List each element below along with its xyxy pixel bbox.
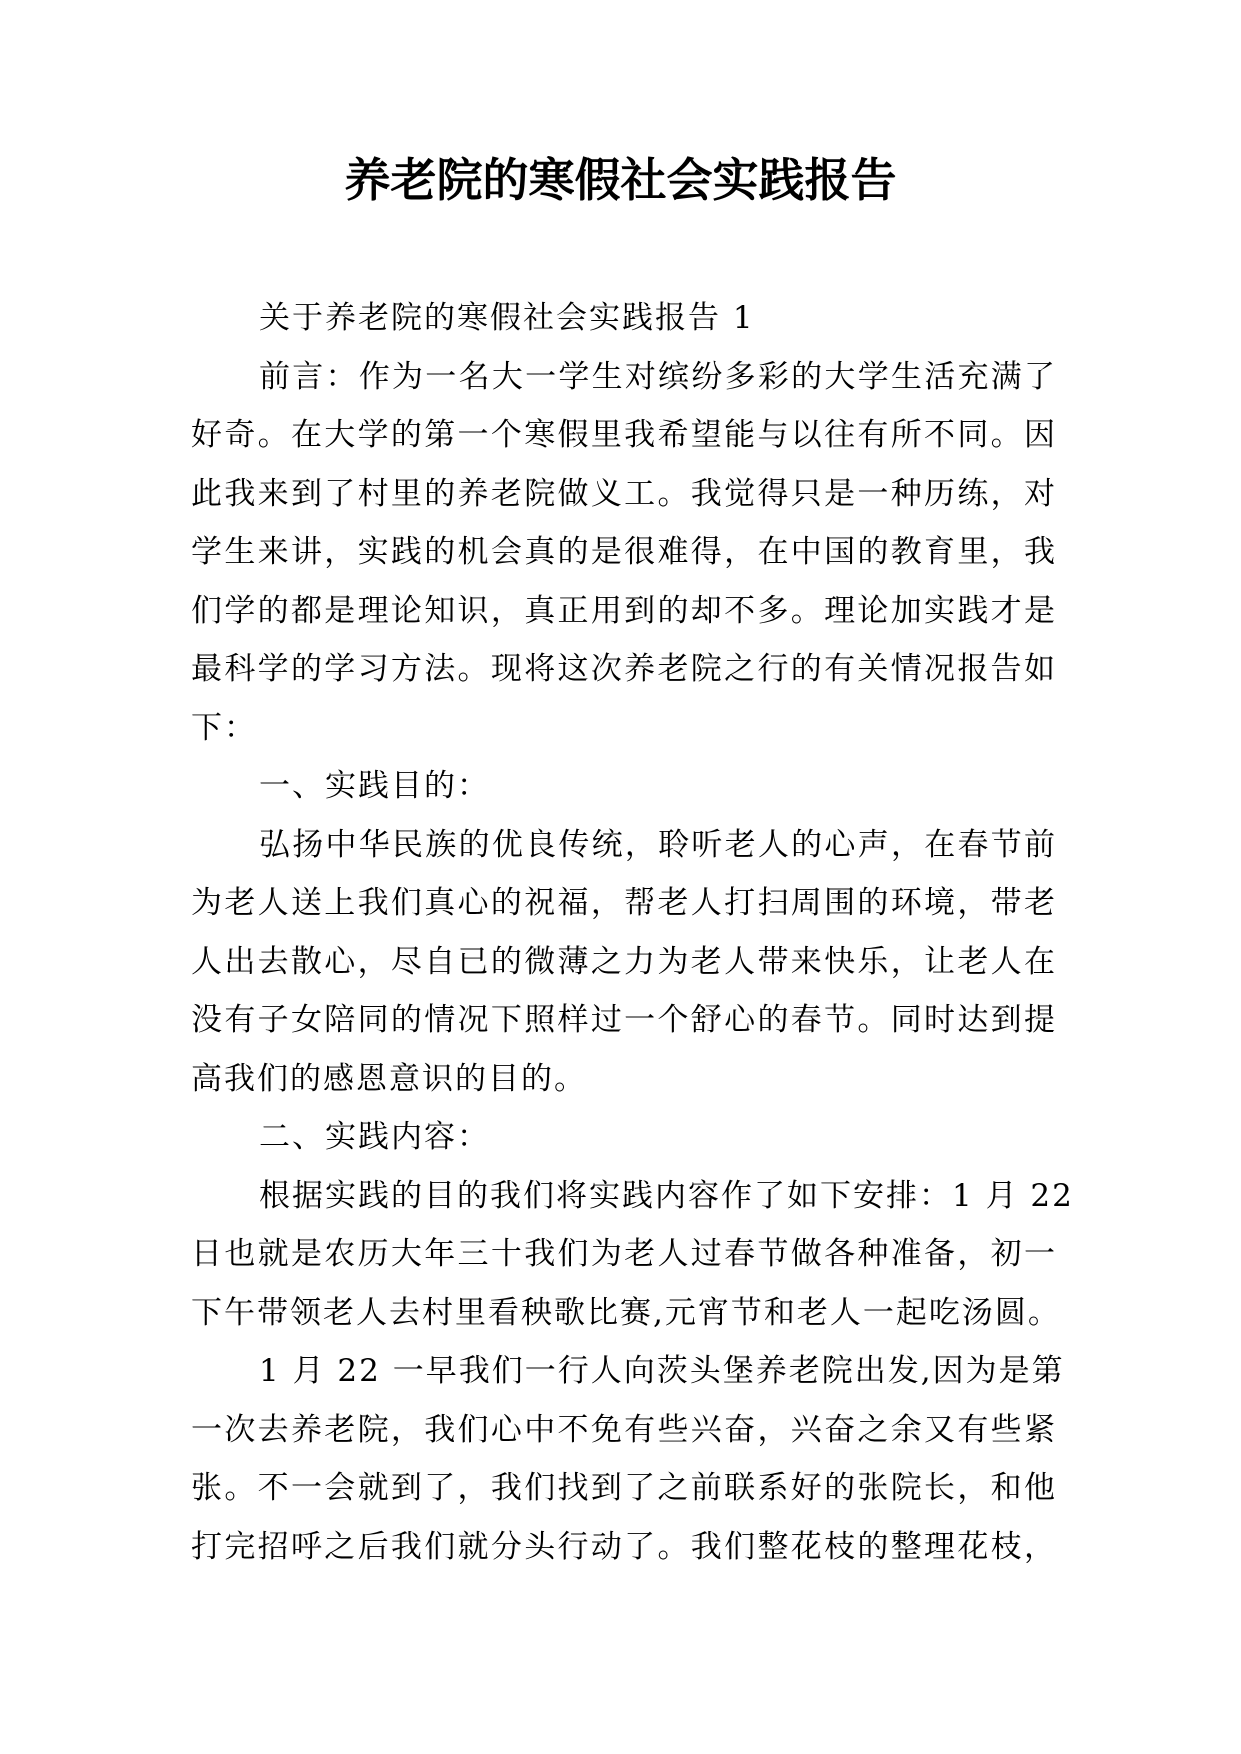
paragraph bbox=[191, 1167, 1074, 1343]
text-line: 弘扬中华民族的优良传统，聆听老人的心声，在春节前 bbox=[259, 826, 1057, 863]
text-line: 此我来到了村里的养老院做义工。我觉得只是一种历练，对 bbox=[191, 475, 1057, 512]
text-line: 一、实践目的： bbox=[259, 768, 490, 804]
text-line: 人出去散心，尽自已的微薄之力为老人带来快乐，让老人在 bbox=[191, 943, 1057, 980]
text-line: 根据实践的目的我们将实践内容作了如下安排：1 月 22 bbox=[259, 1177, 1074, 1214]
text-line: 高我们的感恩意识的目的。 bbox=[191, 1060, 587, 1097]
text-line: 最科学的学习方法。现将这次养老院之行的有关情况报告如 bbox=[191, 651, 1057, 687]
text-line: 学生来讲，实践的机会真的是很难得，在中国的教育里，我 bbox=[191, 534, 1057, 570]
text-line: 为老人送上我们真心的祝福，帮老人打扫周围的环境，带老 bbox=[191, 885, 1057, 921]
document-title: 养老院的寒假社会实践报告 bbox=[344, 153, 897, 207]
paragraph bbox=[191, 1108, 1057, 1167]
text-line: 好奇。在大学的第一个寒假里我希望能与以往有所不同。因 bbox=[191, 417, 1057, 453]
text-line: 前言：作为一名大一学生对缤纷多彩的大学生活充满了 bbox=[259, 358, 1057, 395]
text-line: 下： bbox=[191, 709, 257, 746]
text-line: 下午带领老人去村里看秧歌比赛,元宵节和老人一起吃汤圆。 bbox=[191, 1294, 1061, 1331]
paragraph bbox=[191, 289, 1057, 348]
text-line: 打完招呼之后我们就分头行动了。我们整花枝的整理花枝， bbox=[191, 1528, 1057, 1565]
text-line: 一次去养老院，我们心中不免有些兴奋，兴奋之余又有些紧 bbox=[191, 1411, 1057, 1448]
text-line: 日也就是农历大年三十我们为老人过春节做各种准备，初一 bbox=[191, 1236, 1057, 1272]
text-line: 没有子女陪同的情况下照样过一个舒心的春节。同时达到提 bbox=[191, 1002, 1057, 1038]
paragraph bbox=[191, 757, 1057, 816]
text-line: 1 月 22 一早我们一行人向茨头堡养老院出发,因为是第 bbox=[259, 1353, 1065, 1389]
paragraph bbox=[191, 1342, 1065, 1576]
text-line: 二、实践内容： bbox=[259, 1119, 490, 1155]
paragraph bbox=[191, 816, 1057, 1109]
document-body bbox=[191, 289, 1074, 1576]
paragraph bbox=[191, 348, 1057, 758]
text-line: 们学的都是理论知识，真正用到的却不多。理论加实践才是 bbox=[191, 592, 1057, 629]
text-line: 关于养老院的寒假社会实践报告 1 bbox=[259, 300, 755, 336]
text-line: 张。不一会就到了，我们找到了之前联系好的张院长，和他 bbox=[191, 1470, 1057, 1506]
